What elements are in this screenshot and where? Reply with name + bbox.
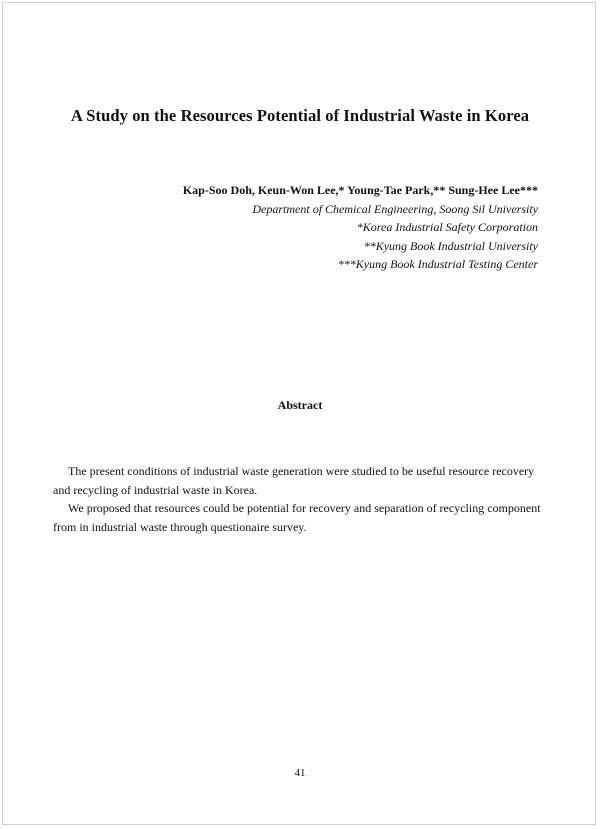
author-block <box>183 181 538 274</box>
abstract-paragraph-1: The present conditions of industrial waste generation were studied to be useful resource recovery and recycling of industrial waste in Korea. <box>53 464 535 497</box>
abstract-body <box>53 462 553 536</box>
page-number: 41 <box>294 767 306 779</box>
affiliation-4: ***Kyung Book Industrial Testing Center <box>337 257 538 271</box>
affiliation-3: **Kyung Book Industrial University <box>363 238 538 253</box>
abstract-heading: Abstract <box>277 398 323 412</box>
affiliation-1: Department of Chemical Engineering, Soong Sil University <box>252 201 538 216</box>
author-names: Kap-Soo Doh, Keun-Won Lee,* Young-Tae Park,** Sung-Hee Lee*** <box>182 183 538 197</box>
abstract-paragraph-2: We proposed that resources could be potential for recovery and separation of recycling component from in industrial waste through questionaire survey. <box>53 501 541 534</box>
affiliation-2: *Korea Industrial Safety Corporation <box>356 220 538 234</box>
paper-title: A Study on the Resources Potential of Industrial Waste in Korea <box>70 106 530 125</box>
